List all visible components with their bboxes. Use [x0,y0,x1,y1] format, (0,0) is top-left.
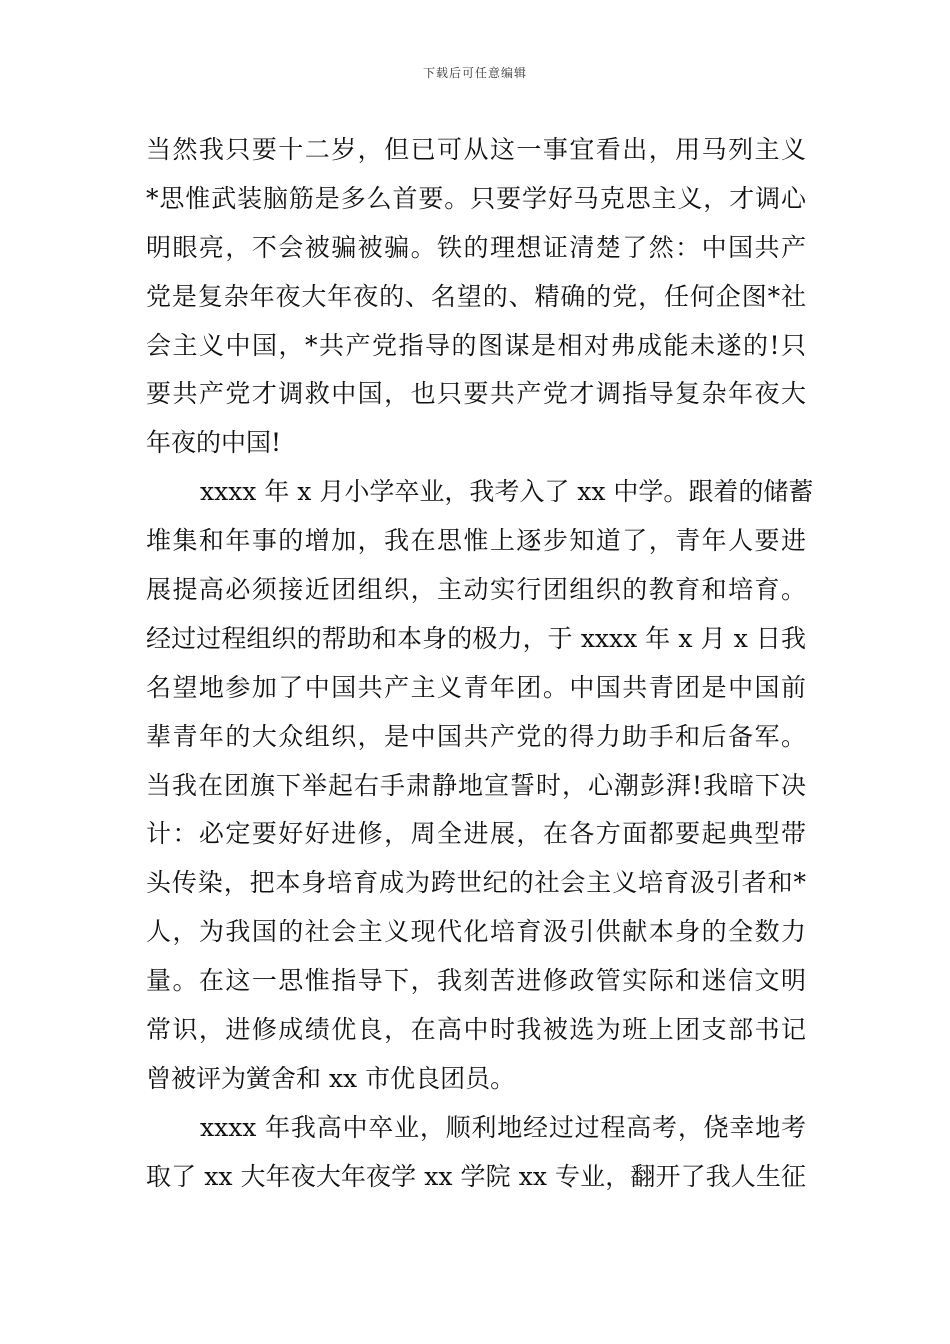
text-line: 堆集和年事的增加，我在思惟上逐步知道了，青年人要进 [146,526,806,556]
text-line: 展提高必须接近团组织，主动实行团组织的教育和培育。 [146,575,806,605]
text-line: 计：必定要好好进修，周全进展，在各方面都要起典型带 [146,819,806,849]
text-line: 量。在这一思惟指导下，我刻苦进修政管实际和迷信文明 [146,966,806,996]
body-text [146,126,814,1202]
text-line: 党是复杂年夜大年夜的、名望的、精确的党，任何企图*社 [146,281,806,311]
text-line: 曾被评为黉舍和 xx 市优良团员。 [146,1063,516,1093]
text-line: 名望地参加了中国共产主义青年团。中国共青团是中国前 [146,672,806,702]
text-line: 头传染，把本身培育成为跨世纪的社会主义培育汲引者和* [146,868,806,898]
page-header: 下载后可任意编辑 [422,66,527,80]
text-line: 当然我只要十二岁，但已可从这一事宜看出，用马列主义 [146,135,806,164]
text-line: 年夜的中国! [146,428,282,458]
text-line: *思惟武装脑筋是多么首要。只要学好马克思主义，才调心 [146,183,806,213]
text-line: 要共产党才调救中国，也只要共产党才调指导复杂年夜大 [146,379,806,409]
text-line: 经过过程组织的帮助和本身的极力，于 xxxx 年 x 月 x 日我 [146,623,806,653]
text-line: 辈青年的大众组织，是中国共产党的得力助手和后备军。 [146,721,806,751]
text-line: 取了 xx 大年夜大年夜学 xx 学院 xx 专业，翻开了我人生征 [146,1161,806,1191]
text-line: 会主义中国，*共产党指导的图谋是相对弗成能未遂的!只 [146,330,806,360]
text-line: xxxx 年我高中卒业，顺利地经过过程高考，侥幸地考 [200,1112,806,1142]
text-line: 当我在团旗下举起右手肃静地宣誓时，心潮彭湃!我暗下决 [146,770,806,800]
text-line: xxxx 年 x 月小学卒业，我考入了 xx 中学。跟着的储蓄 [200,477,814,507]
text-line: 人，为我国的社会主义现代化培育汲引供献本身的全数力 [146,917,806,947]
text-line: 常识，进修成绩优良，在高中时我被选为班上团支部书记 [146,1015,806,1045]
text-line: 明眼亮，不会被骗被骗。铁的理想证清楚了然：中国共产 [146,232,806,262]
